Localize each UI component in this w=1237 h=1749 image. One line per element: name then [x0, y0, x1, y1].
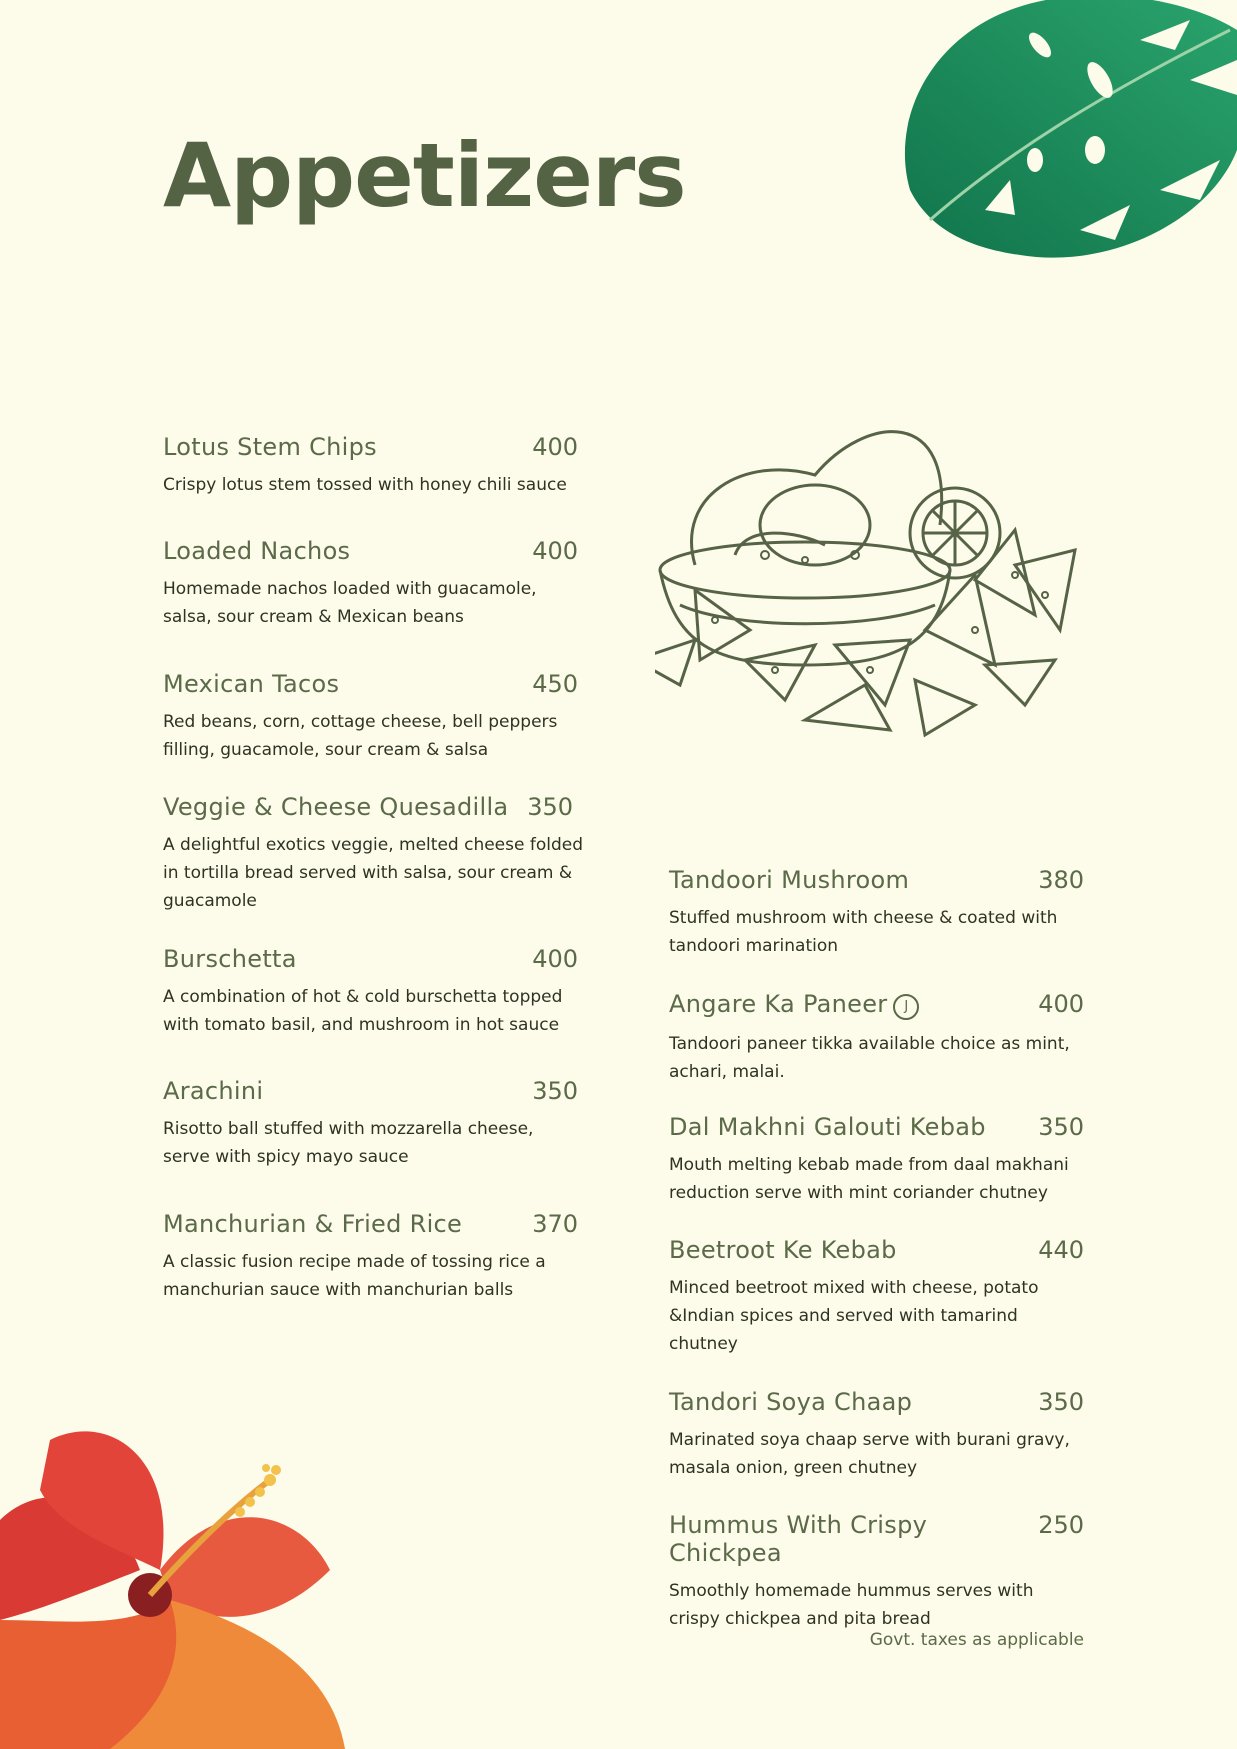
item-description: Crispy lotus stem tossed with honey chili sauce: [163, 475, 567, 495]
page-title: Appetizers: [163, 124, 686, 227]
item-description: Risotto ball stuffed with mozzarella cheese, serve with spicy mayo sauce: [163, 1119, 534, 1167]
item-description: Red beans, corn, cottage cheese, bell peppers filling, guacamole, sour cream & salsa: [163, 712, 558, 760]
nachos-guacamole-illustration-icon: [655, 415, 1135, 815]
menu-item: [669, 1511, 1084, 1633]
item-price: 370: [532, 1210, 578, 1238]
item-name: Loaded Nachos: [163, 537, 351, 565]
hibiscus-flower-icon: [0, 1420, 360, 1749]
item-description: Homemade nachos loaded with guacamole, salsa, sour cream & Mexican beans: [163, 579, 537, 627]
item-price: 440: [1038, 1236, 1084, 1264]
menu-item: [669, 1388, 1084, 1482]
item-description: Marinated soya chaap serve with burani gravy, masala onion, green chutney: [669, 1430, 1070, 1478]
item-name: Tandoori Mushroom: [669, 866, 910, 894]
jain-badge: J: [893, 994, 919, 1020]
item-price: 350: [1038, 1113, 1084, 1141]
item-name: Hummus With Crispy Chickpea: [669, 1511, 928, 1567]
item-name: Mexican Tacos: [163, 670, 340, 698]
item-name: Burschetta: [163, 945, 297, 973]
menu-item: [163, 793, 584, 915]
item-name: Beetroot Ke Kebab: [669, 1236, 897, 1264]
item-description: A delightful exotics veggie, melted cheese folded in tortilla bread served with salsa, sour cream & guacamole: [163, 835, 584, 911]
item-name: Arachini: [163, 1077, 264, 1105]
item-description: Tandoori paneer tikka available choice as mint, achari, malai.: [669, 1033, 1070, 1082]
item-name: [669, 990, 919, 1020]
menu-item: [669, 1236, 1084, 1358]
item-description: A combination of hot & cold burschetta topped with tomato basil, and mushroom in hot sauce: [163, 987, 563, 1035]
menu-item: [163, 433, 578, 499]
item-name: Veggie & Cheese Quesadilla: [163, 793, 509, 821]
item-price: 250: [1038, 1511, 1084, 1539]
menu-item: [163, 1077, 578, 1171]
item-price: 400: [532, 433, 578, 461]
menu-item: [163, 670, 578, 764]
item-name: Dal Makhni Galouti Kebab: [669, 1113, 986, 1141]
menu-item: [163, 537, 578, 631]
monstera-leaf-icon: [890, 0, 1237, 270]
item-description: Mouth melting kebab made from daal makhani reduction serve with mint coriander chutney: [669, 1155, 1069, 1203]
item-price: 350: [532, 1077, 578, 1105]
item-description: A classic fusion recipe made of tossing rice a manchurian sauce with manchurian balls: [163, 1252, 546, 1300]
item-description: Smoothly homemade hummus serves with crispy chickpea and pita bread: [669, 1581, 1034, 1629]
item-description: Stuffed mushroom with cheese & coated with tandoori marination: [669, 908, 1058, 956]
item-price: 400: [532, 537, 578, 565]
item-name: Manchurian & Fried Rice: [163, 1210, 463, 1238]
item-description: Minced beetroot mixed with cheese, potato &Indian spices and served with tamarind chutney: [669, 1278, 1039, 1354]
item-price: 400: [532, 945, 578, 973]
item-name: Tandori Soya Chaap: [669, 1388, 913, 1416]
item-price: 350: [527, 793, 573, 821]
item-price: 400: [1038, 990, 1084, 1018]
item-price: 450: [532, 670, 578, 698]
item-price: 350: [1038, 1388, 1084, 1416]
menu-item: [669, 990, 1084, 1086]
menu-item: [669, 866, 1084, 960]
tax-note: Govt. taxes as applicable: [869, 1630, 1084, 1650]
menu-item: [163, 945, 578, 1039]
item-name: Lotus Stem Chips: [163, 433, 377, 461]
item-name-text: Angare Ka Paneer: [669, 990, 888, 1018]
menu-item: [163, 1210, 578, 1304]
menu-item: [669, 1113, 1084, 1207]
item-price: 380: [1038, 866, 1084, 894]
